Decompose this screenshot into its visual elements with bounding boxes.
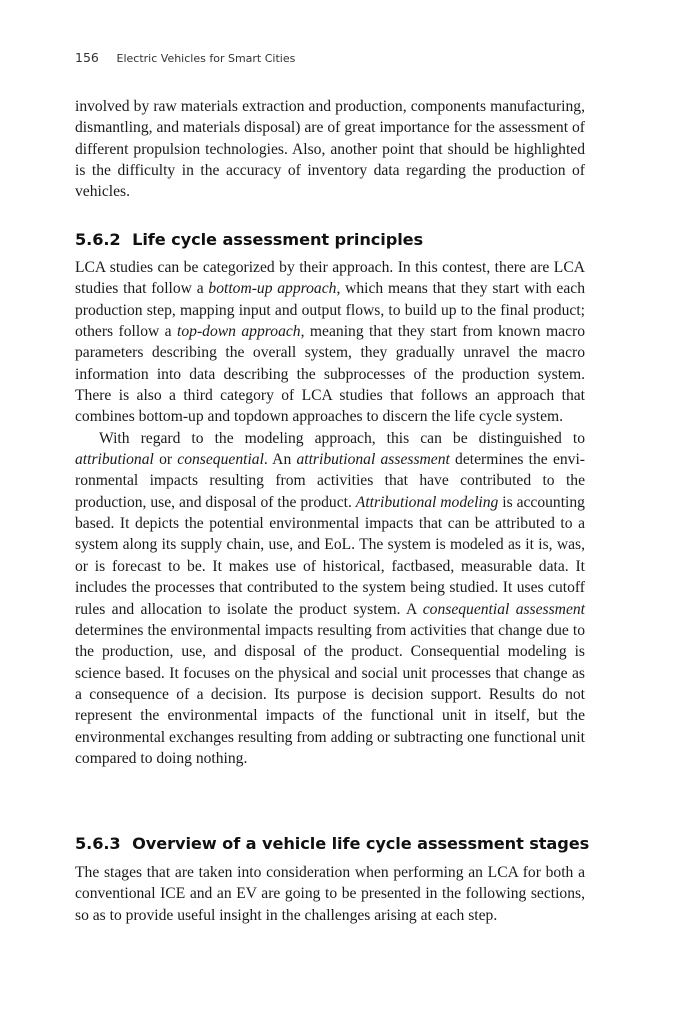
page-number: 156 — [75, 50, 99, 65]
section-number: 5.6.3 — [75, 834, 121, 853]
section-heading-5-6-3 — [75, 834, 595, 853]
running-header — [75, 50, 295, 65]
section-5-6-3-body — [75, 862, 585, 926]
running-title: Electric Vehicles for Smart Cities — [116, 52, 296, 65]
section-title: Overview of a vehicle life cycle assessment stages — [132, 834, 590, 853]
intro-paragraph: involved by raw materials extraction and production, components manufacturing, dismantling, and materials disposal) are of great importance for the assessment of different propulsion technologies. Also, another point that should be highlighted is the difficulty in the accuracy of inventory data regarding the production of vehicles. — [75, 98, 585, 201]
term-bottom-up: bottom-up approach — [208, 280, 337, 298]
approach-paragraph: LCA studies can be categorized by their approach. In this contest, there are LCA studies that follow a bottom-up approach, which means that they start with each production step, mapping input and output flows, to build up to the final product; others follow a top-down approach, meaning that they start from known macro parameters describing the overall system, they gradually unravel the macro information into data describing the subprocesses of the production system. There is also a third category of LCA studies that follows an approach that combines bottom-up and topdown approaches to discern the life cycle system. — [75, 259, 585, 426]
term-consequential-assessment: consequential assessment — [422, 600, 585, 618]
section-title: Life cycle assessment principles — [132, 230, 424, 249]
section-5-6-2-body — [75, 257, 585, 769]
term-attributional: attributional — [75, 451, 154, 469]
term-attributional-assessment: attributional assessment — [296, 451, 450, 469]
term-consequential: consequential — [177, 451, 264, 469]
section-heading-5-6-2 — [75, 230, 595, 249]
term-top-down: top-down approach — [177, 323, 301, 341]
stages-paragraph: The stages that are taken into consideration when performing an LCA for both a conventional ICE and an EV are going to be presented in the following sections, so as to provide useful insight in the challenges arising at each step. — [75, 864, 585, 924]
modeling-paragraph: With regard to the modeling approach, this can be distinguished to attributional or consequential. An attributional assessment determines the environmental impacts resulting from activities that have contributed to the production, use, and disposal of the product. Attributional modeling is accounting based. It depicts the potential environmental impacts that can be attributed to a system along its supply chain, use, and EoL. The system is modeled as it is, was, or is forecast to be. It makes use of historical, factbased, measurable data. It includes the processes that contributed to the system being studied. It uses cutoff rules and allocation to isolate the product system. A consequential assessment determines the environmental impacts resulting from activities that change due to the production, use, and disposal of the product. Consequential modeling is science based. It focuses on the physical and social unit processes that change as a consequence of a decision. Its purpose is decision support. Results do not represent the environmental impacts of the functional unit in itself, but the environmental exchanges resulting from adding or subtracting one functional unit compared to doing nothing. — [75, 429, 585, 767]
section-number: 5.6.2 — [75, 230, 121, 249]
term-attributional-modeling: Attributional modeling — [355, 493, 499, 511]
intro-paragraph-block — [75, 96, 585, 203]
